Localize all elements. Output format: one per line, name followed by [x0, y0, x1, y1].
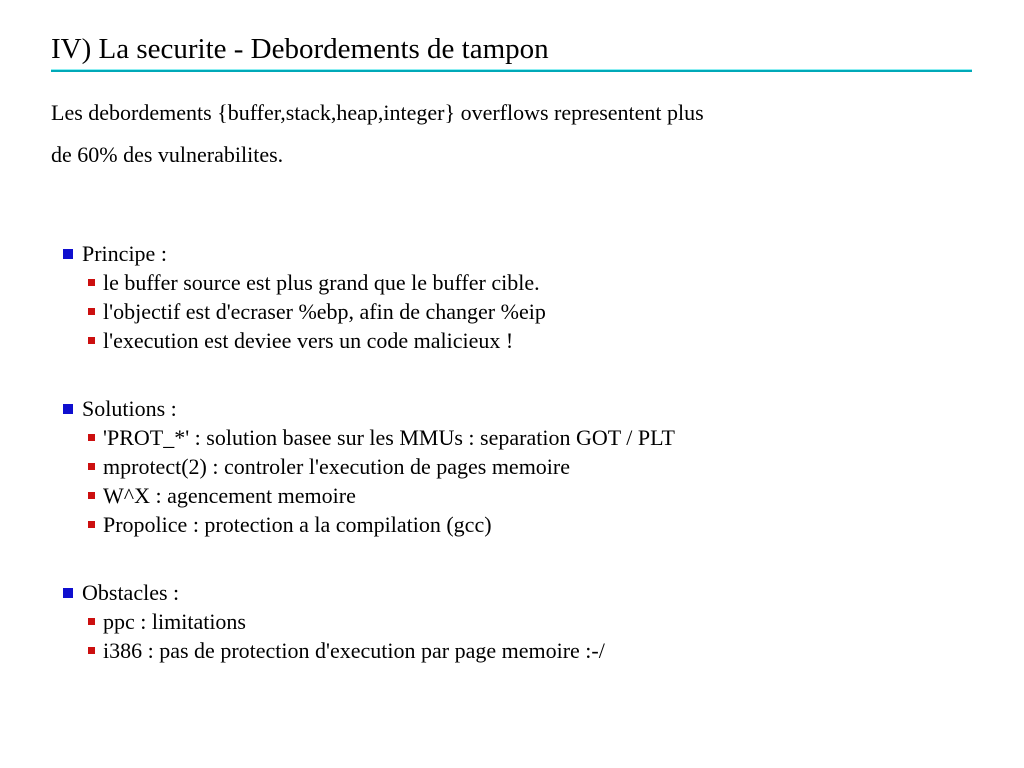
list-item [63, 423, 675, 452]
list-item-text: le buffer source est plus grand que le buffer cible. [103, 270, 540, 295]
red-square-bullet-icon [88, 521, 95, 528]
red-square-bullet-icon [88, 279, 95, 286]
red-square-bullet-icon [88, 647, 95, 654]
list-item [63, 510, 675, 539]
red-square-bullet-icon [88, 337, 95, 344]
sublist [63, 607, 675, 665]
intro-line-1: Les debordements {buffer,stack,heap,integer} overflows representent plus [51, 100, 704, 125]
list-item-text: 'PROT_*' : solution basee sur les MMUs : separation GOT / PLT [103, 425, 675, 450]
list-item [63, 452, 675, 481]
red-square-bullet-icon [88, 492, 95, 499]
list-item [63, 326, 675, 355]
list-item [63, 297, 675, 326]
intro-line-2: de 60% des vulnerabilites. [51, 142, 284, 167]
title-underline [51, 69, 972, 72]
section-principe [63, 239, 675, 355]
list-item-text: i386 : pas de protection d'execution par page memoire :-/ [103, 638, 605, 663]
section-solutions [63, 394, 675, 539]
section-label-text: Obstacles : [82, 580, 180, 605]
section-label-text: Principe : [82, 241, 167, 266]
section-label [63, 394, 675, 423]
red-square-bullet-icon [88, 434, 95, 441]
intro-paragraph [51, 92, 704, 176]
bullet-list [63, 239, 675, 704]
list-item-text: l'objectif est d'ecraser %ebp, afin de changer %eip [103, 299, 546, 324]
list-item-text: Propolice : protection a la compilation (gcc) [103, 512, 492, 537]
slide-title: IV) La securite - Debordements de tampon [51, 33, 549, 65]
blue-square-bullet-icon [63, 404, 73, 414]
section-label-text: Solutions : [82, 396, 177, 421]
list-item-text: l'execution est deviee vers un code malicieux ! [103, 328, 514, 353]
red-square-bullet-icon [88, 308, 95, 315]
list-item [63, 636, 675, 665]
list-item-text: ppc : limitations [103, 609, 246, 634]
section-label [63, 578, 675, 607]
list-item-text: W^X : agencement memoire [103, 483, 356, 508]
sublist [63, 268, 675, 355]
section-label [63, 239, 675, 268]
sublist [63, 423, 675, 539]
blue-square-bullet-icon [63, 249, 73, 259]
red-square-bullet-icon [88, 618, 95, 625]
red-square-bullet-icon [88, 463, 95, 470]
list-item [63, 268, 675, 297]
list-item-text: mprotect(2) : controler l'execution de pages memoire [103, 454, 571, 479]
list-item [63, 607, 675, 636]
blue-square-bullet-icon [63, 588, 73, 598]
list-item [63, 481, 675, 510]
section-obstacles [63, 578, 675, 665]
